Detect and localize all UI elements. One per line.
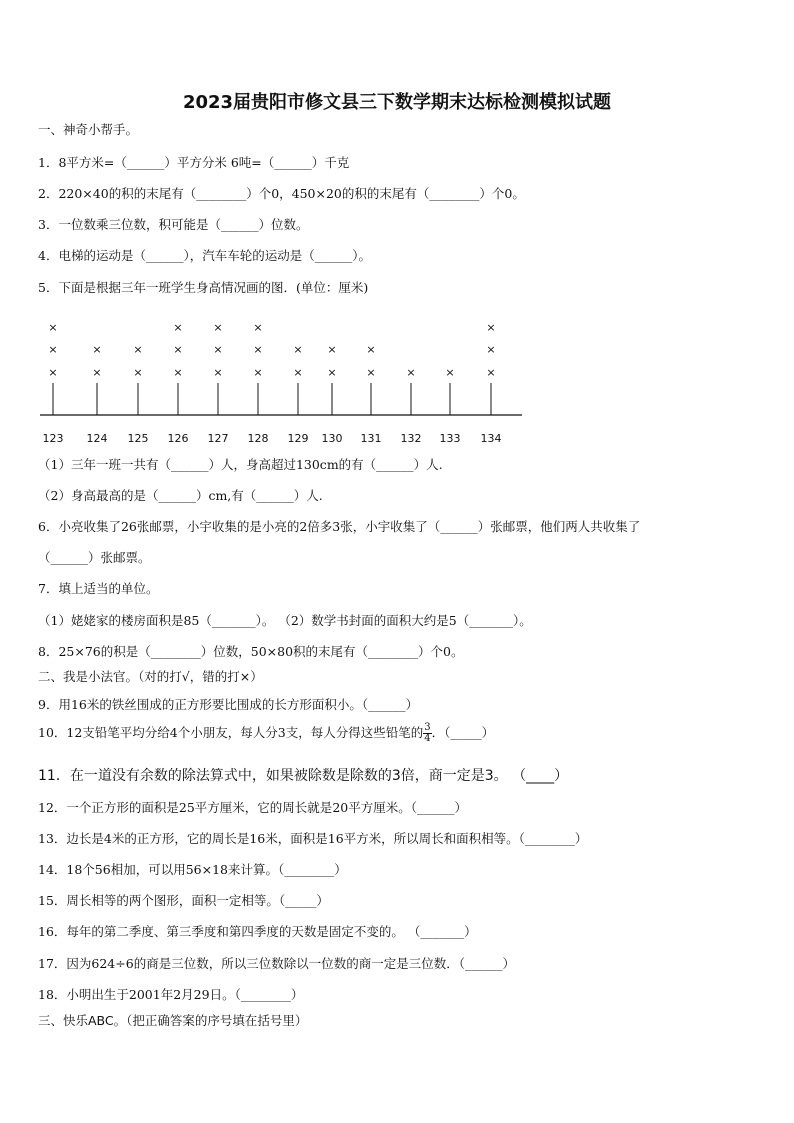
question-12: 12．一个正方形的面积是25平方厘米，它的周长就是20平方厘米。（______）	[38, 800, 467, 815]
mark-123-1: ×	[48, 366, 58, 379]
fraction-denominator: 4	[424, 733, 431, 744]
mark-124-2: ×	[92, 343, 102, 356]
mark-134-1: ×	[486, 366, 496, 379]
question-16: 16．每年的第二季度、第三季度和第四季度的天数是固定不变的。 （_______）	[38, 924, 477, 939]
tick-label-127: 127	[207, 432, 229, 445]
tick-label-134: 134	[480, 432, 502, 445]
question-7-parts: （1）姥姥家的楼房面积是85（_______）。 （2）数学书封面的面积大约是5（_______）。	[38, 613, 532, 628]
section-1-heading: 一、神奇小帮手。	[38, 122, 139, 137]
tick-label-130: 130	[321, 432, 343, 445]
mark-134-2: ×	[486, 343, 496, 356]
mark-129-1: ×	[293, 366, 303, 379]
mark-126-3: ×	[173, 321, 183, 334]
mark-131-2: ×	[366, 343, 376, 356]
question-9: 9．用16米的铁丝围成的正方形要比围成的长方形面积小。（______）	[38, 697, 419, 712]
mark-125-1: ×	[133, 366, 143, 379]
section-2-heading: 二、我是小法官。（对的打√，错的打×）	[38, 669, 263, 684]
tick-label-133: 133	[439, 432, 461, 445]
mark-130-1: ×	[327, 366, 337, 379]
mark-128-1: ×	[253, 366, 263, 379]
question-18: 18．小明出生于2001年2月29日。（________）	[38, 987, 304, 1002]
mark-123-3: ×	[48, 321, 58, 334]
tick-label-126: 126	[167, 432, 189, 445]
question-14: 14．18个56相加，可以用56×18来计算。（________）	[38, 862, 347, 877]
mark-127-2: ×	[213, 343, 223, 356]
tick-label-132: 132	[400, 432, 422, 445]
tick-label-129: 129	[287, 432, 309, 445]
question-4: 4．电梯的运动是（______），汽车车轮的运动是（______）。	[38, 248, 371, 263]
tick-label-124: 124	[86, 432, 108, 445]
question-8: 8．25×76的积是（________）位数，50×80积的末尾有（________）个0。	[38, 644, 464, 659]
mark-130-2: ×	[327, 343, 337, 356]
mark-129-2: ×	[293, 343, 303, 356]
mark-123-2: ×	[48, 343, 58, 356]
question-15: 15．周长相等的两个图形，面积一定相等。（_____）	[38, 893, 329, 908]
question-17: 17．因为624÷6的商是三位数，所以三位数除以一位数的商一定是三位数．（______）	[38, 956, 515, 971]
question-6-line-2: （______）张邮票。	[38, 550, 151, 565]
fraction-numerator: 3	[424, 722, 431, 733]
question-11: 11．在一道没有余数的除法算式中，如果被除数是除数的3倍，商一定是3。 （____）	[38, 768, 569, 784]
mark-128-3: ×	[253, 321, 263, 334]
tick-label-123: 123	[42, 432, 64, 445]
mark-132-1: ×	[406, 366, 416, 379]
question-5: 5．下面是根据三年一班学生身高情况画的图．(单位：厘米)	[38, 280, 369, 295]
tick-label-125: 125	[127, 432, 149, 445]
question-5-part-1: （1）三年一班一共有（______）人，身高超过130cm的有（______）人.	[38, 457, 443, 472]
question-7: 7．填上适当的单位。	[38, 581, 159, 596]
question-10	[38, 723, 494, 744]
tick-label-128: 128	[247, 432, 269, 445]
section-3-heading: 三、快乐ABC。（把正确答案的序号填在括号里）	[38, 1013, 308, 1028]
mark-126-2: ×	[173, 343, 183, 356]
mark-127-1: ×	[213, 366, 223, 379]
question-1: 1．8平方米=（______）平方分米 6吨=（______）千克	[38, 155, 350, 170]
mark-126-1: ×	[173, 366, 183, 379]
question-10-text: 10．12支铅笔平均分给4个小朋友，每人分3支，每人分得这些铅笔的	[38, 725, 424, 740]
question-5-part-2: （2）身高最高的是（______）cm,有（______）人.	[38, 488, 323, 503]
question-3: 3．一位数乘三位数，积可能是（______）位数。	[38, 217, 309, 232]
mark-134-3: ×	[486, 321, 496, 334]
question-13: 13．边长是4米的正方形，它的周长是16米，面积是16平方米，所以周长和面积相等。（________）	[38, 831, 588, 846]
question-10-answer-blank: ．（_____）	[431, 725, 495, 740]
mark-128-2: ×	[253, 343, 263, 356]
mark-124-1: ×	[92, 366, 102, 379]
tick-label-131: 131	[360, 432, 382, 445]
question-2: 2．220×40的积的末尾有（________）个0，450×20的积的末尾有（________）个0。	[38, 186, 525, 201]
mark-127-3: ×	[213, 321, 223, 334]
question-6-line-1: 6．小亮收集了26张邮票，小宇收集的是小亮的2倍多3张，小宇收集了（______）张邮票，他们两人共收集了	[38, 519, 641, 534]
mark-125-2: ×	[133, 343, 143, 356]
fraction-three-quarters	[423, 723, 431, 744]
page-title: 2023届贵阳市修文县三下数学期末达标检测模拟试题	[182, 92, 612, 113]
mark-131-1: ×	[366, 366, 376, 379]
mark-133-1: ×	[445, 366, 455, 379]
